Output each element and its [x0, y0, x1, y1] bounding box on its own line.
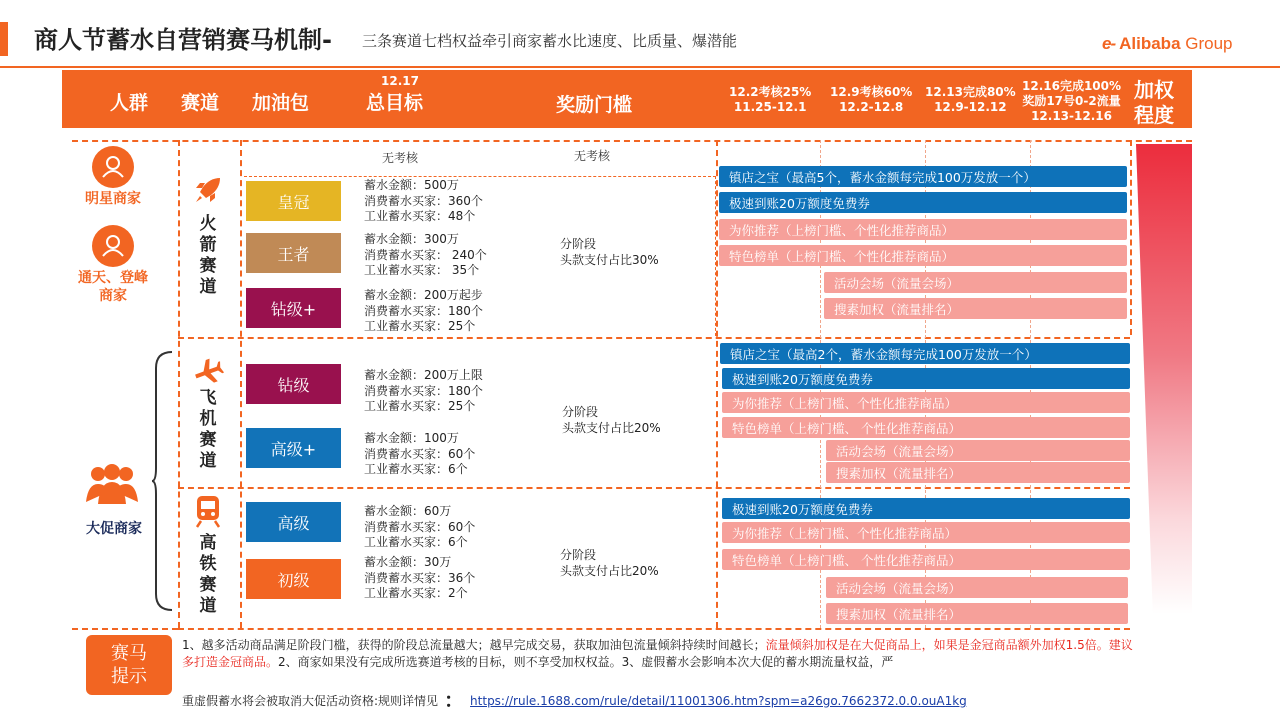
benefit-bar-treasure: 镇店之宝（最高5个，蓄水金额每完成100万发放一个） [719, 166, 1127, 187]
col-people: 人群 [110, 92, 149, 114]
req-line: 消费蓄水买家：36个 [364, 570, 476, 585]
col-phase3-title: 12.13完成80% [925, 85, 1016, 99]
title-accent-bar [0, 22, 8, 56]
benefit-bar-coupon: 极速到账20万额度免费券 [719, 192, 1127, 213]
reward-line: 头款支付占比30% [560, 253, 659, 267]
col-phase1-title: 12.2考核25% [729, 85, 812, 99]
logo-text: Alibaba [1119, 34, 1181, 53]
track-rail-c1: 高 [199, 533, 217, 553]
people-tongtian [60, 269, 166, 305]
track-rail-c2: 铁 [199, 554, 217, 574]
reward-threshold-rocket [560, 236, 659, 268]
track-rocket-c1: 火 [199, 214, 217, 234]
req-line: 蓄水金额：30万 [364, 555, 452, 569]
tier-crown: 皇冠 [246, 181, 341, 221]
tip-1: 1、越多活动商品满足阶段门槛，获得的阶段总流量越大；越早完成交易，获取加油包流量倾斜持续时间越长； [182, 638, 766, 652]
track-plane-c3: 赛 [199, 430, 217, 450]
goal-no-check: 无考核 [382, 151, 419, 165]
tier-senior-requirements [364, 504, 475, 551]
page-title: 商人节蓄水自营销赛马机制- [34, 26, 332, 54]
tier-junior-requirements [364, 555, 475, 602]
train-icon [194, 494, 222, 528]
col-package: 加油包 [252, 92, 310, 114]
tier-crown-requirements [364, 178, 483, 225]
people-tongtian-line2: 商家 [99, 288, 127, 304]
track-rocket-c4: 道 [199, 277, 217, 297]
req-line: 工业蓄水买家：6个 [364, 462, 468, 476]
reward-threshold-plane [562, 404, 661, 436]
logo-group-text: Group [1185, 34, 1233, 53]
tier-junior: 初级 [246, 559, 341, 599]
alibaba-logo [1102, 34, 1233, 54]
plane-icon [192, 356, 224, 388]
req-line: 蓄水金额：60万 [364, 504, 452, 518]
tier-diamond-plus-requirements [364, 288, 483, 335]
grid-divider-reward [716, 140, 718, 628]
rule-detail-link[interactable]: https://rule.1688.com/rule/detail/11001306.htm?spm=a26go.7662372.0.0.ouA1kg [470, 694, 967, 708]
col-phase3-dates: 12.9-12.12 [934, 100, 1007, 114]
benefit-bar-ranking: 特色榜单（上榜门槛、 个性化推荐商品） [722, 417, 1130, 438]
tip-rule-text: 重虚假蓄水将会被取消大促活动资格:规则详情见 [182, 694, 439, 708]
track-rocket-c3: 赛 [199, 256, 217, 276]
track-rail-c4: 道 [199, 596, 217, 616]
col-phase4-dates: 12.13-12.16 [1031, 109, 1112, 123]
benefit-bar-search: 搜素加权（流量排名） [826, 603, 1128, 624]
track-rail [197, 533, 219, 617]
req-line: 工业蓄水买家：48个 [364, 209, 476, 223]
promo-bracket [152, 350, 176, 612]
reward-line: 头款支付占比20% [562, 421, 661, 435]
track-rocket [197, 214, 219, 298]
req-line: 蓄水金额：300万 [364, 232, 459, 246]
col-phase3 [925, 85, 1016, 115]
benefit-bar-venue: 活动会场（流量会场） [826, 577, 1128, 598]
track-plane [197, 388, 219, 472]
benefit-bar-venue: 活动会场（流量会场） [824, 272, 1127, 293]
req-line: 工业蓄水买家： 35个 [364, 263, 480, 277]
col-goal-date: 12.17 [381, 74, 419, 88]
benefit-bar-ranking: 特色榜单（上榜门槛、个性化推荐商品） [719, 245, 1127, 266]
race-tips-badge [86, 635, 172, 695]
col-phase1 [729, 85, 811, 115]
track-plane-c2: 机 [199, 409, 217, 429]
col-goal: 总目标 [366, 92, 424, 114]
tongtian-merchant-icon [92, 225, 134, 267]
benefit-bar-recommend: 为你推荐（上榜门槛、个性化推荐商品） [722, 522, 1130, 543]
tier-senior: 高级 [246, 502, 341, 542]
benefit-bar-ranking: 特色榜单（上榜门槛、 个性化推荐商品） [722, 549, 1130, 570]
tier-senior-plus: 高级+ [246, 428, 341, 468]
benefit-bar-recommend: 为你推荐（上榜门槛、个性化推荐商品） [722, 392, 1130, 413]
tier-king-requirements [364, 232, 487, 279]
benefit-bar-treasure: 镇店之宝（最高2个，蓄水金额每完成100万发放一个） [720, 343, 1130, 364]
req-line: 工业蓄水买家：25个 [364, 399, 476, 413]
grid-row-divider-1 [178, 337, 1130, 339]
col-weight [1134, 78, 1174, 128]
title-divider [0, 66, 1280, 68]
col-weight-line1: 加权 [1134, 78, 1174, 102]
reward-line: 分阶段 [562, 405, 599, 419]
tip-2: 2、商家如果没有完成所选赛道考核的目标，则不享受加权权益。3、虚假蓄水会影响本次大促的蓄水期流量权益，严 [278, 655, 894, 669]
tier-diamond-requirements [364, 368, 483, 415]
tier-senior-plus-requirements [364, 431, 475, 478]
req-line: 消费蓄水买家： 240个 [364, 247, 487, 262]
promo-merchant-icon [84, 462, 140, 506]
col-phase2-title: 12.9考核60% [830, 85, 913, 99]
benefit-bar-coupon: 极速到账20万额度免费券 [722, 368, 1130, 389]
reward-line: 分阶段 [560, 237, 597, 251]
alibaba-logo-mark: e- [1102, 34, 1116, 53]
req-line: 消费蓄水买家：360个 [364, 193, 483, 208]
reward-line: 头款支付占比20% [560, 564, 659, 578]
tier-diamond-plus: 钻级+ [246, 288, 341, 328]
tip-highlight: 流量倾斜加权是在大促商品上，如果是金冠商品额外加权1.5倍。建议多打造金冠商品。 [182, 638, 1133, 669]
req-line: 工业蓄水买家：2个 [364, 586, 468, 600]
grid-divider-package [240, 140, 242, 628]
benefit-bar-search: 搜素加权（流量排名） [826, 462, 1130, 483]
people-star: 明星商家 [85, 191, 141, 207]
req-line: 工业蓄水买家：6个 [364, 535, 468, 549]
track-rocket-c2: 箭 [199, 235, 217, 255]
col-phase4 [1022, 79, 1121, 124]
col-weight-line2: 程度 [1134, 103, 1174, 127]
req-line: 蓄水金额：200万起步 [364, 288, 483, 302]
reward-threshold-rail [560, 547, 659, 579]
page-subtitle: 三条赛道七档权益牵引商家蓄水比速度、比质量、爆潜能 [362, 32, 738, 50]
req-line: 蓄水金额：100万 [364, 431, 459, 445]
col-reward: 奖励门槛 [556, 94, 633, 116]
track-plane-c1: 飞 [199, 388, 217, 408]
col-phase2 [830, 85, 912, 115]
grid-divider-track [178, 140, 180, 628]
race-tips-badge-line1: 赛马 [111, 643, 147, 664]
race-tips-text [182, 637, 1142, 671]
grid-bottom-border-left [72, 628, 178, 630]
grid-bottom-border [178, 628, 1130, 630]
tier-king: 王者 [246, 233, 341, 273]
col-phase4-title: 12.16完成100% [1022, 79, 1122, 93]
rocket-icon [192, 174, 224, 206]
race-tips-badge-line2: 提示 [111, 666, 147, 687]
grid-row-divider-2 [178, 487, 1130, 489]
track-plane-c4: 道 [199, 451, 217, 471]
benefit-bar-coupon: 极速到账20万额度免费券 [722, 498, 1130, 519]
benefit-bar-venue: 活动会场（流量会场） [826, 440, 1130, 461]
reward-no-check: 无考核 [574, 149, 611, 163]
track-rail-c3: 赛 [199, 575, 217, 595]
req-line: 蓄水金额：200万上限 [364, 368, 483, 382]
req-line: 消费蓄水买家：180个 [364, 303, 483, 318]
req-line: 消费蓄水买家：180个 [364, 383, 483, 398]
req-line: 工业蓄水买家：25个 [364, 319, 476, 333]
people-promo: 大促商家 [86, 521, 142, 537]
people-tongtian-line1: 通天、登峰 [78, 270, 148, 286]
race-tips-rule [182, 684, 967, 713]
star-merchant-icon [92, 146, 134, 188]
tier-diamond: 钻级 [246, 364, 341, 404]
req-line: 消费蓄水买家：60个 [364, 519, 476, 534]
col-phase2-dates: 12.2-12.8 [839, 100, 904, 114]
req-line: 消费蓄水买家：60个 [364, 446, 476, 461]
tip-colon: ： [444, 688, 465, 712]
col-phase4-reward: 奖励17号0-2流量 [1022, 94, 1121, 108]
benefit-bar-search: 搜素加权（流量排名） [824, 298, 1127, 319]
col-track: 赛道 [181, 92, 220, 114]
req-line: 蓄水金额：500万 [364, 178, 459, 192]
grid-divider-right [1130, 140, 1132, 335]
benefit-bar-recommend: 为你推荐（上榜门槛、个性化推荐商品） [719, 219, 1127, 240]
reward-line: 分阶段 [560, 548, 597, 562]
col-phase1-dates: 11.25-12.1 [733, 100, 807, 114]
